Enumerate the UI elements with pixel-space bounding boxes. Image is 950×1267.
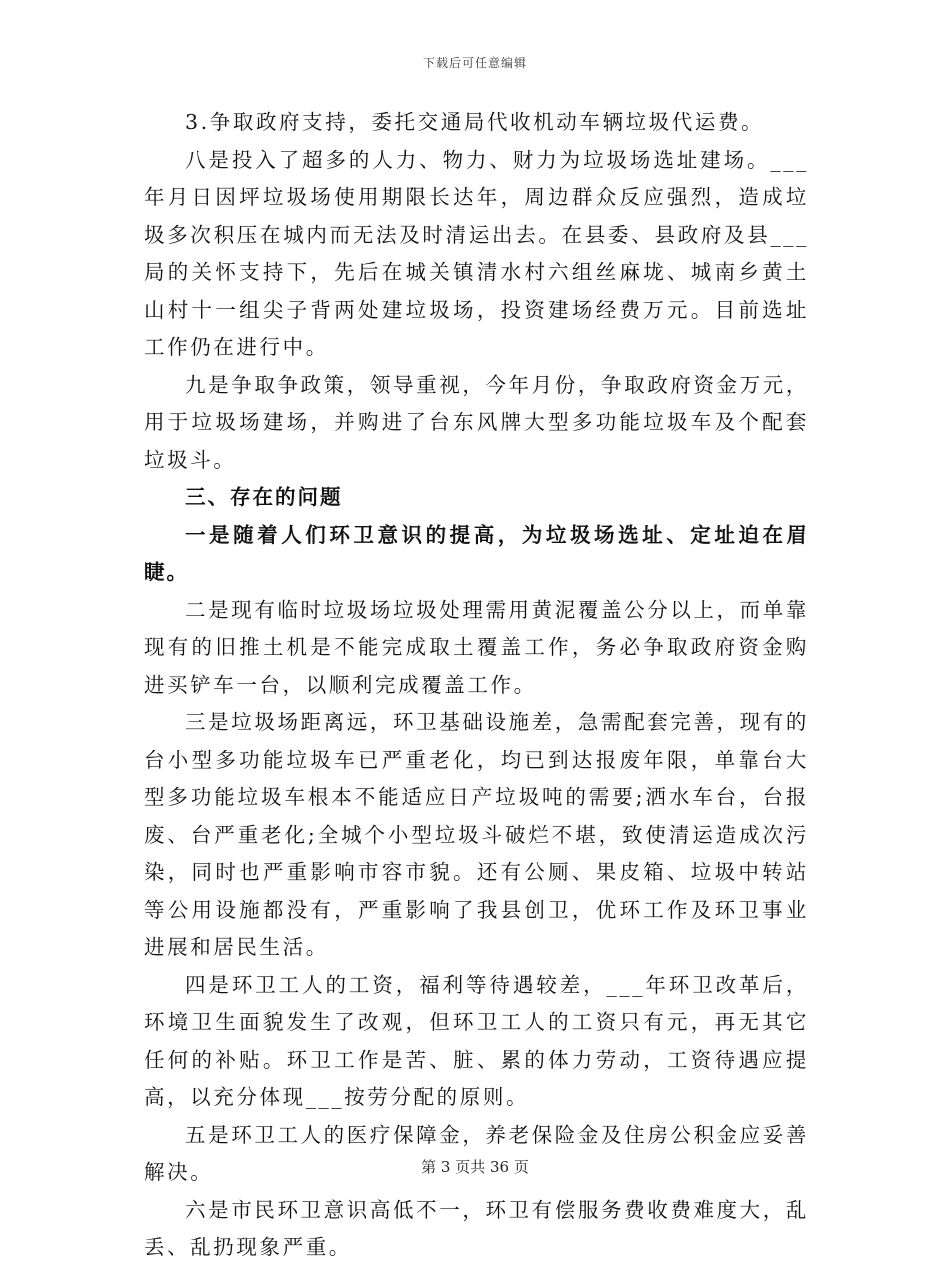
paragraph-problem-3: 三是垃圾场距离远，环卫基础设施差，急需配套完善，现有的台小型多功能垃圾车已严重老化，均已到达报废年限，单靠台大型多功能垃圾车根本不能适应日产垃圾吨的需要;洒水车台，台报废、台严重老化;全城个小型垃圾斗破烂不堪，致使清运造成次污染，同时也严重影响市容市貌。还有公厕、果皮箱、垃圾中转站等公用设施都没有，严重影响了我县创卫，优环工作及环卫事业进展和居民生活。 xyxy=(144,710,809,959)
section-heading-problems: 三、存在的问题 xyxy=(185,485,343,509)
paragraph-item-3: 3.争取政府支持，委托交通局代收机动车辆垃圾代运费。 xyxy=(185,110,765,134)
paragraph-policy-funding: 九是争取争政策，领导重视，今年月份，争取政府资金万元，用于垃圾场建场，并购进了台东风牌大型多功能垃圾车及个配套垃圾斗。 xyxy=(144,372,809,472)
document-body xyxy=(144,104,809,1267)
paragraph-problem-5: 五是环卫工人的医疗保障金，养老保险金及住房公积金应妥善解决。 xyxy=(144,1122,809,1184)
paragraph-problem-1: 一是随着人们环卫意识的提高，为垃圾场选址、定址迫在眉睫。 xyxy=(144,522,809,584)
paragraph-site-construction: 八是投入了超多的人力、物力、财力为垃圾场选址建场。___年月日因坪垃圾场使用期限长达年，周边群众反应强烈，造成垃圾多次积压在城内而无法及时清运出去。在县委、县政府及县___局的关怀支持下，先后在城关镇清水村六组丝麻垅、城南乡黄土山村十一组尖子背两处建垃圾场，投资建场经费万元。目前选址工作仍在进行中。 xyxy=(144,147,809,359)
page-header: 下载后可任意编辑 xyxy=(422,56,527,70)
paragraph-problem-6: 六是市民环卫意识高低不一，环卫有偿服务费收费难度大，乱丢、乱扔现象严重。 xyxy=(144,1197,809,1259)
page-number-footer: 第 3 页共 36 页 xyxy=(421,1158,529,1176)
paragraph-problem-4: 四是环卫工人的工资，福利等待遇较差，___年环卫改革后，环境卫生面貌发生了改观，但环卫工人的工资只有元，再无其它任何的补贴。环卫工作是苦、脏、累的体力劳动，工资待遇应提高，以充分体现___按劳分配的原则。 xyxy=(144,972,809,1109)
paragraph-problem-2: 二是现有临时垃圾场垃圾处理需用黄泥覆盖公分以上，而单靠现有的旧推土机是不能完成取土覆盖工作，务必争取政府资金购进买铲车一台，以顺利完成覆盖工作。 xyxy=(144,597,809,697)
